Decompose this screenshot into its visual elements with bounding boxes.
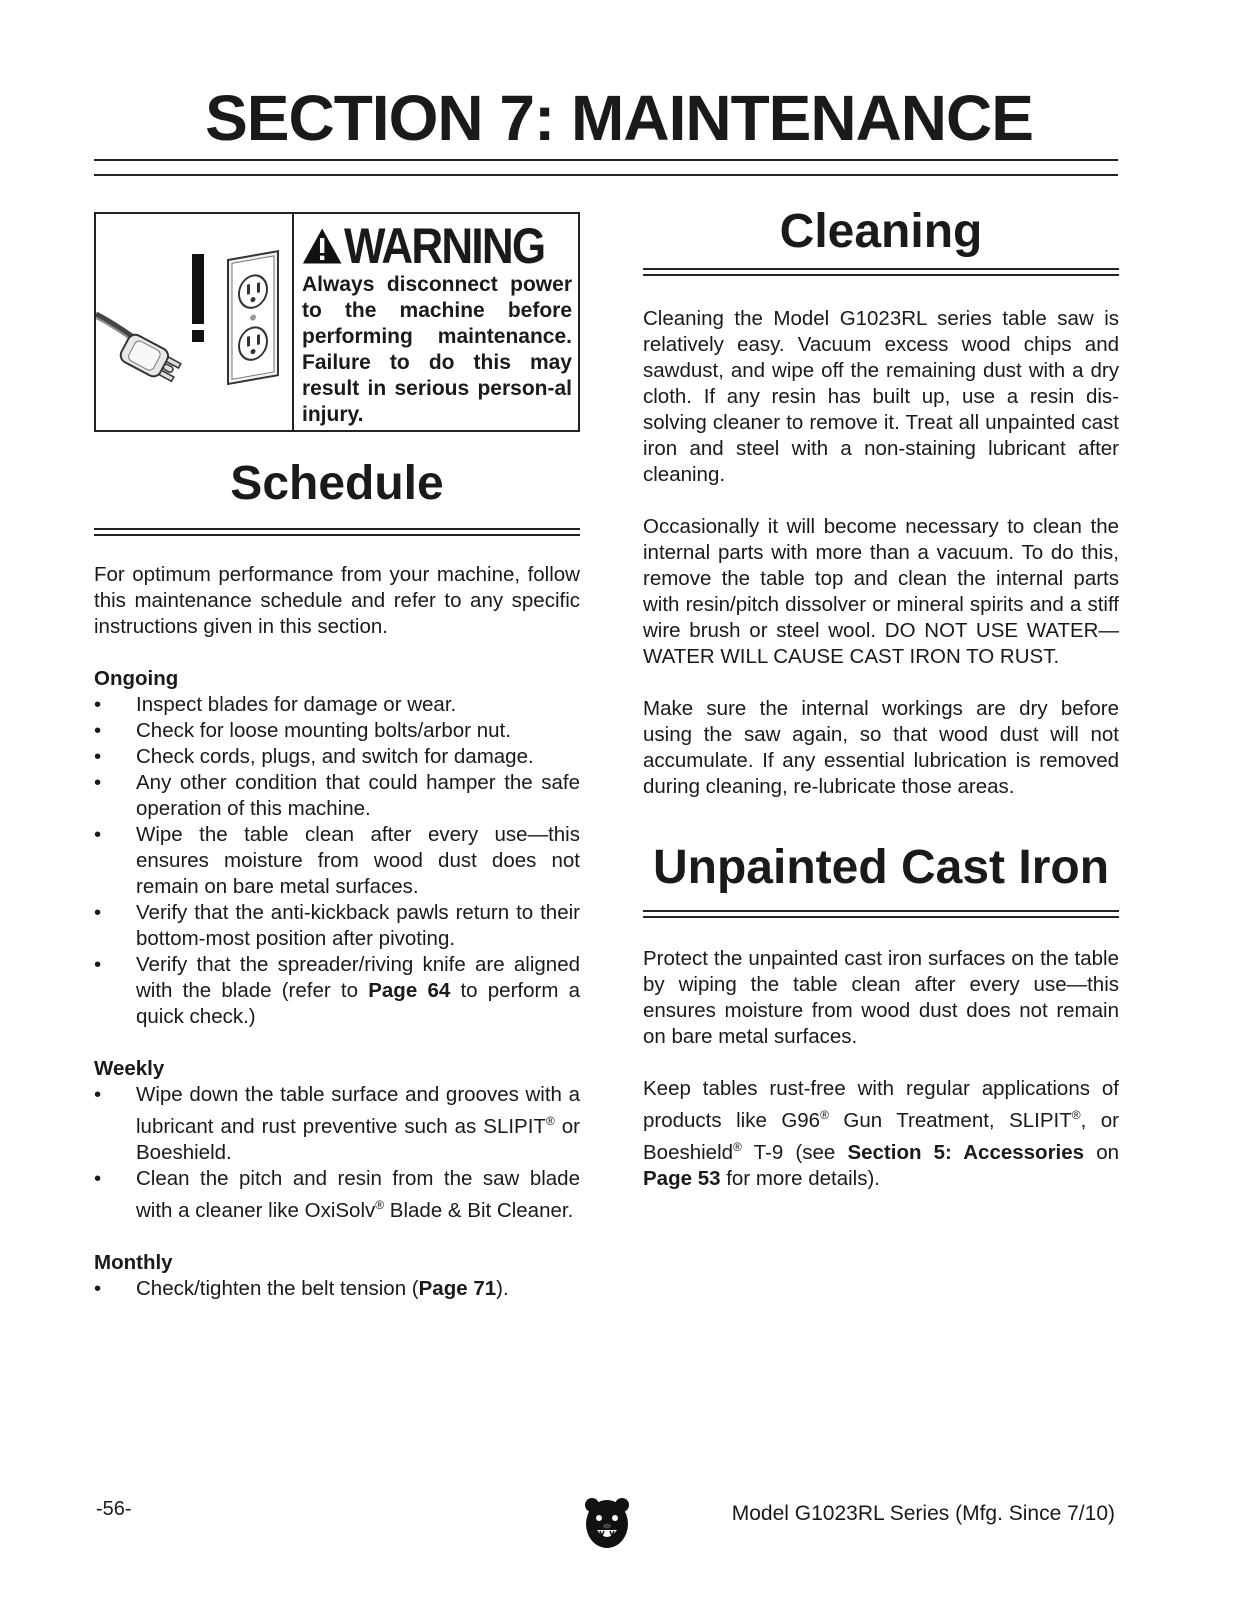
list-item: [94, 1082, 580, 1166]
page-number: -56-: [96, 1498, 132, 1520]
page-reference: Page 53: [643, 1166, 721, 1190]
list-item-text: ).: [496, 1276, 509, 1300]
schedule-heading: Schedule: [230, 457, 444, 510]
page-title: SECTION 7: MAINTENANCE: [205, 82, 1033, 154]
list-item-text: Blade & Bit Cleaner.: [384, 1198, 574, 1222]
left-column: [94, 212, 580, 1302]
cast-iron-paragraph-2: [643, 1076, 1119, 1192]
list-item: • Verify that the anti-kickback pawls return to their bottom-most position after pivoting.: [94, 900, 580, 952]
cleaning-rule: [643, 268, 1119, 276]
list-item-text: Clean the pitch and resin from the saw blade with a cleaner like OxiSolv: [136, 1166, 580, 1222]
list-item-text: or Boeshield.: [136, 1114, 580, 1164]
list-item-text: to perform a quick check.): [136, 979, 580, 1028]
registered-mark: ®: [733, 1139, 742, 1154]
ongoing-list: [94, 692, 580, 1030]
text: for more details).: [720, 1166, 880, 1190]
text: Keep tables rust-free with regular applications of products like G96: [643, 1077, 1119, 1132]
list-item: • Check cords, plugs, and switch for damage.: [94, 744, 580, 770]
cleaning-paragraph-3: Make sure the internal workings are dry before using the saw again, so that wood dust will not accumulate. If any essential lubrication is removed during cleaning, re-lubricate those areas.: [643, 697, 1119, 798]
cast-iron-heading: Unpainted Cast Iron: [652, 841, 1110, 894]
list-item: • Wipe the table clean after every use—this ensures moisture from wood dust does not remain on bare metal surfaces.: [94, 822, 580, 900]
page-reference: Page 64: [368, 979, 451, 1002]
text: Gun Treatment, SLIPIT: [828, 1108, 1072, 1132]
warning-text-area: [302, 220, 572, 428]
list-item: • Check for loose mounting bolts/arbor nut.: [94, 718, 580, 744]
list-item-text: Verify that the spreader/riving knife are aligned with the blade (refer to: [136, 953, 580, 1002]
weekly-heading: Weekly: [94, 1057, 165, 1080]
unplug-outlet-icon: [96, 214, 294, 430]
bear-logo-icon: [583, 1496, 631, 1552]
section-reference: Section 5: Accessories: [847, 1140, 1085, 1164]
warning-box: [94, 212, 580, 432]
text: on: [1084, 1140, 1120, 1164]
warning-heading: [302, 220, 572, 272]
registered-mark: ®: [545, 1114, 555, 1128]
list-item: • Any other condition that could hamper the safe operation of this machine.: [94, 770, 580, 822]
monthly-list: [94, 1276, 580, 1302]
title-rule-bottom: [94, 174, 1118, 176]
warning-triangle-icon: [302, 224, 342, 268]
list-item: [94, 952, 580, 1030]
schedule-rule: [94, 528, 580, 536]
cleaning-paragraph-2: Occasionally it will become necessary to clean the internal parts with more than a vacuum. To do this, remove the table top and clean the internal parts with resin/pitch dissolver or mineral spirits and a stiff wire brush or steel wool. DO NOT USE WATER—WATER WILL CAUSE CAST IRON TO RUST.: [643, 515, 1119, 668]
list-item: [94, 1166, 580, 1224]
registered-mark: ®: [375, 1197, 385, 1212]
right-column: [643, 202, 1119, 1192]
title-rule-top: [94, 159, 1118, 161]
list-item-text: Wipe down the table surface and grooves with a lubricant and rust preventive such as SLIPIT: [136, 1083, 580, 1138]
cast-iron-paragraph-1: Protect the unpainted cast iron surfaces on the table by wiping the table clean after every use—this ensures moisture from wood dust does not remain on bare metal surfaces.: [643, 947, 1119, 1048]
cleaning-paragraph-1: Cleaning the Model G1023RL series table saw is relatively easy. Vacuum excess wood chips and sawdust, and wipe off the remaining dust with a dry cloth. If any resin has built up, use a resin dis-solving cleaner to remove it. Treat all unpainted cast iron and steel with a non-staining lubricant after cleaning.: [643, 307, 1119, 486]
registered-mark: ®: [1071, 1108, 1081, 1122]
model-footer: Model G1023RL Series (Mfg. Since 7/10): [731, 1502, 1115, 1525]
text: , or Boeshield: [643, 1108, 1120, 1164]
list-item-text: Check/tighten the belt tension (: [136, 1276, 419, 1300]
monthly-heading: Monthly: [94, 1250, 173, 1274]
schedule-intro: For optimum performance from your machine, follow this maintenance schedule and refer to any specific instructions given in this section.: [94, 563, 580, 638]
registered-mark: ®: [820, 1108, 829, 1122]
warning-heading-text: WARNING: [344, 218, 545, 274]
warning-body: Always disconnect power to the machine before performing maintenance. Failure to do this may result in serious person-al injury.: [302, 273, 572, 426]
cleaning-heading: Cleaning: [779, 205, 983, 258]
list-item: [94, 1276, 580, 1302]
ongoing-heading: Ongoing: [94, 667, 179, 690]
cast-iron-rule: [643, 910, 1119, 918]
list-item: • Inspect blades for damage or wear.: [94, 692, 580, 718]
weekly-list: [94, 1082, 580, 1224]
page-reference: Page 71: [418, 1276, 497, 1300]
text: T-9 (see: [741, 1140, 848, 1164]
